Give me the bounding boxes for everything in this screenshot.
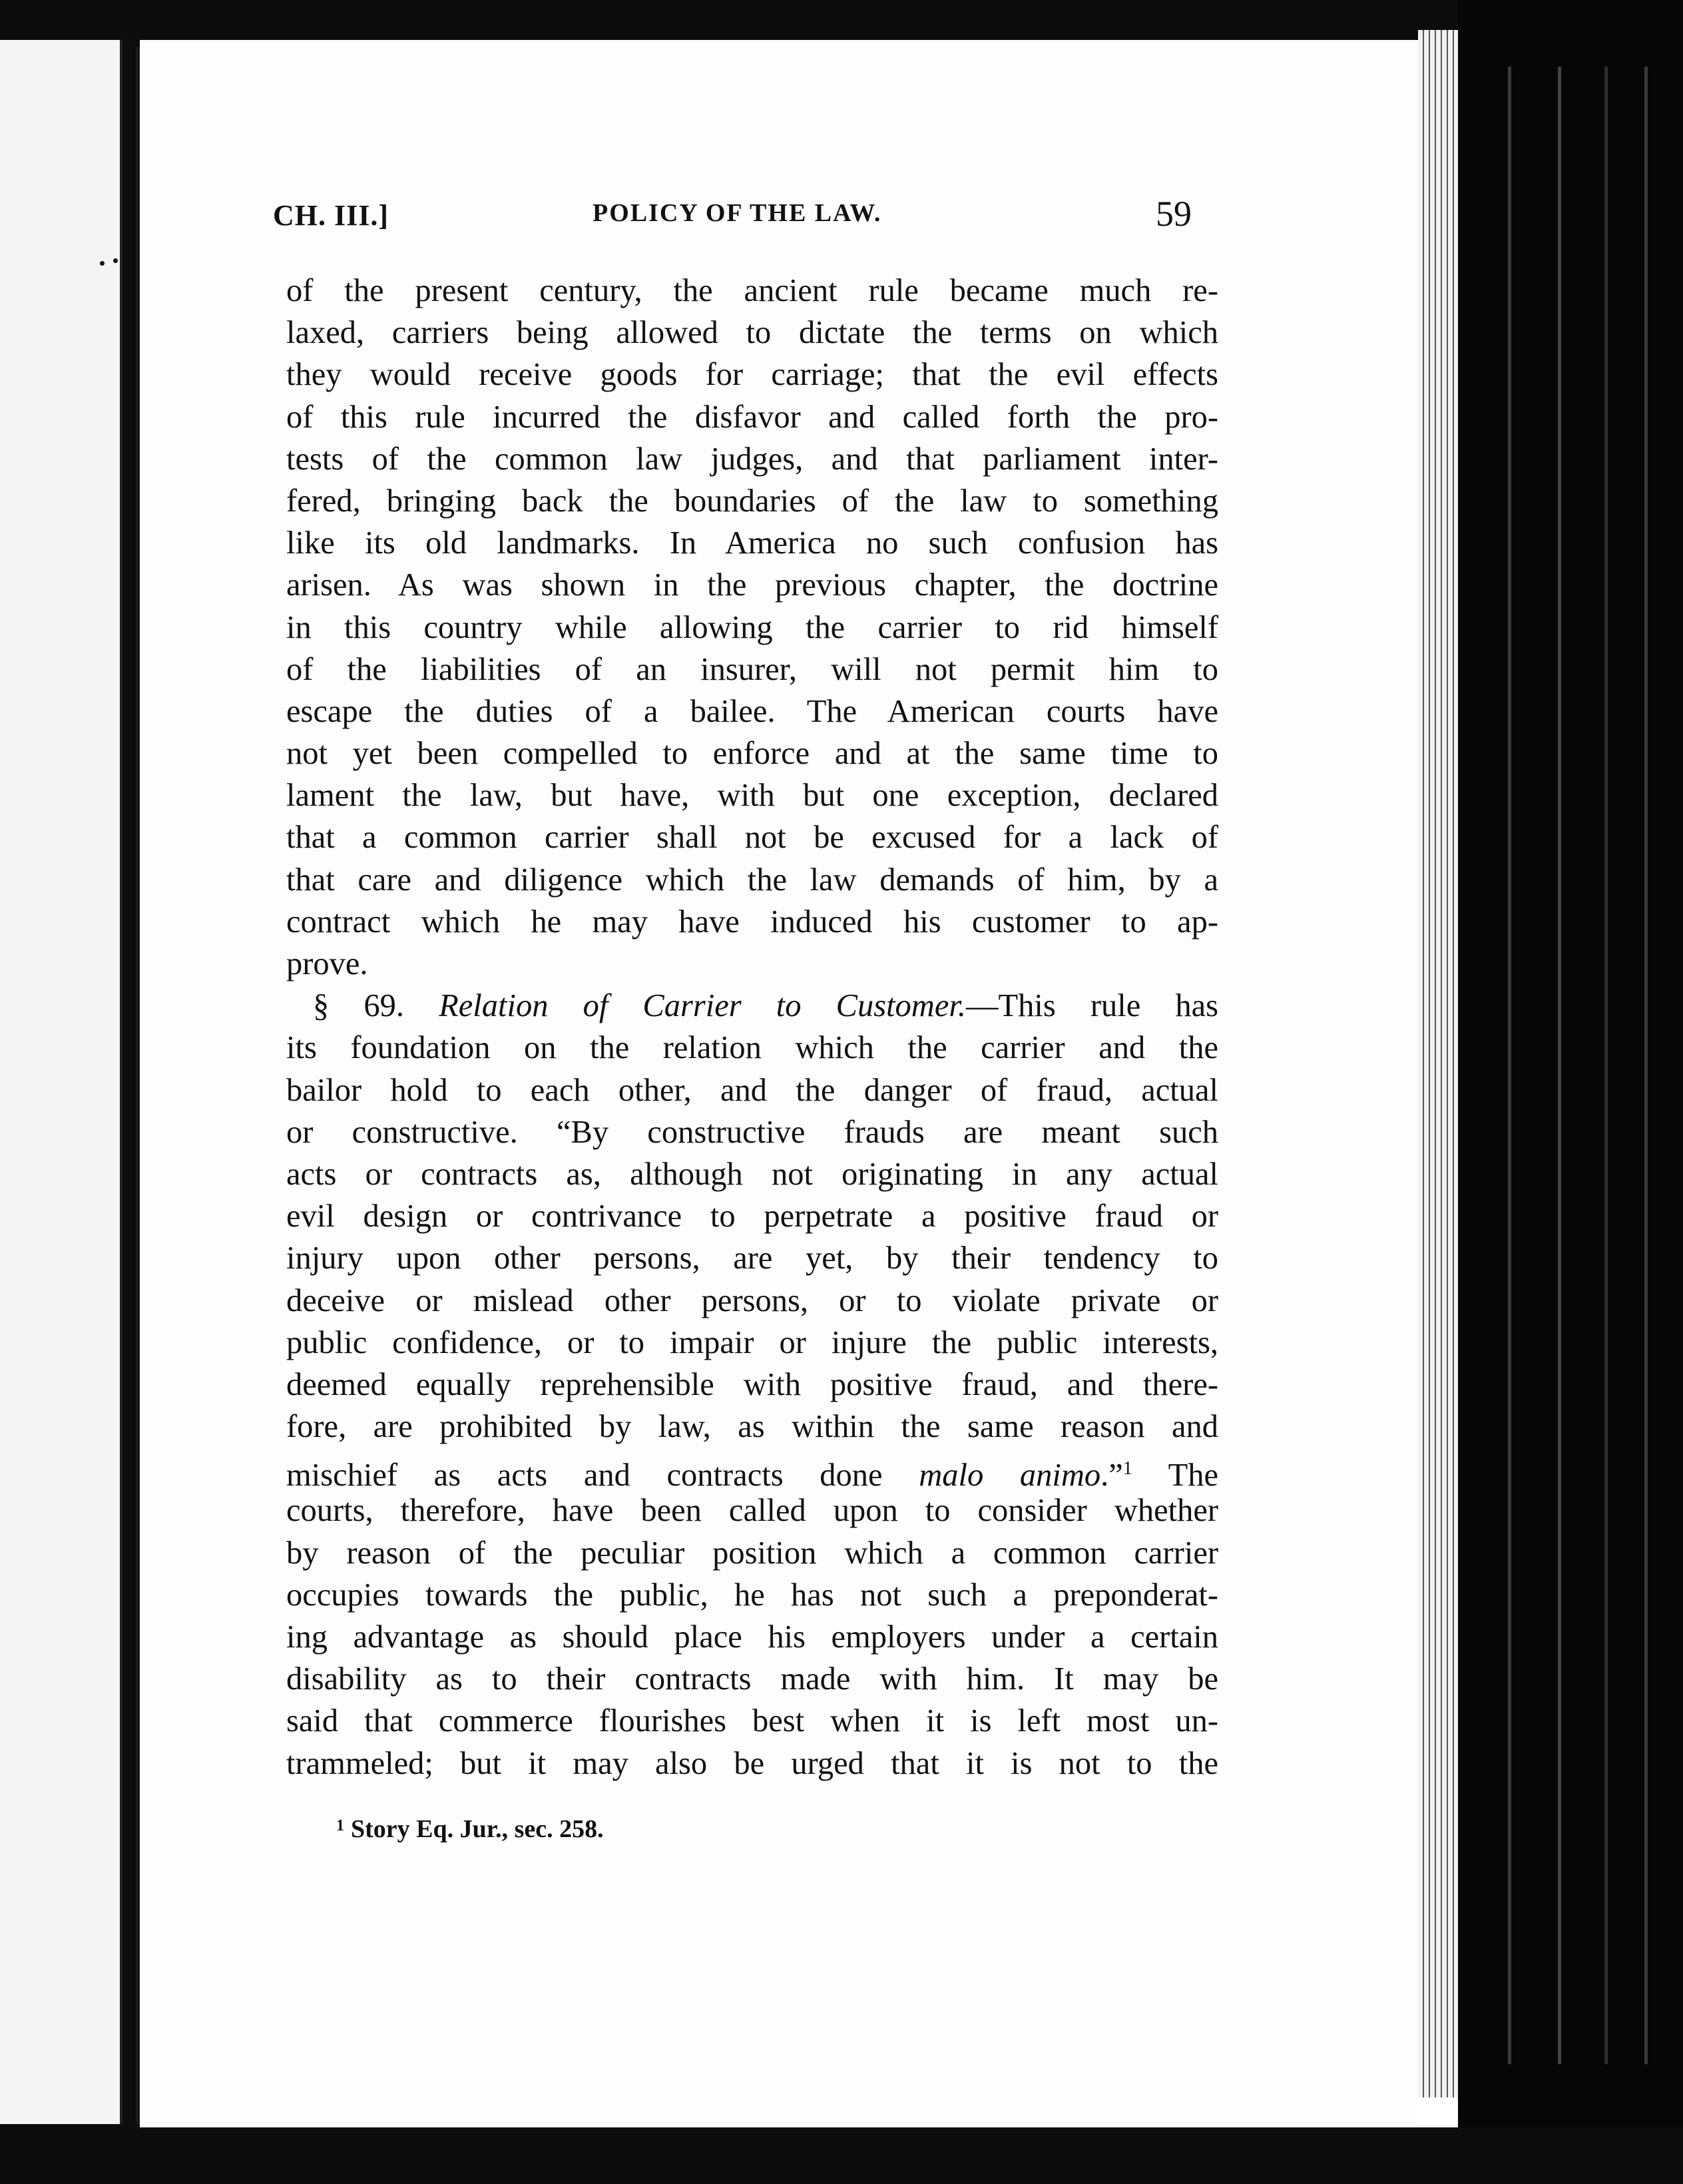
scan-border-bottom <box>0 2127 1683 2184</box>
text-line: acts or contracts as, although not originating in any actual <box>286 1156 1218 1192</box>
page-stack-edges <box>1418 30 1458 2097</box>
margin-specks <box>100 258 120 272</box>
text-line: they would receive goods for carriage; that the evil effects <box>286 357 1218 393</box>
text-line: prove. <box>286 946 368 981</box>
text-line: occupies towards the public, he has not such a preponderat- <box>286 1577 1218 1613</box>
text-line: courts, therefore, have been called upon to consider whether <box>286 1493 1218 1529</box>
latin-phrase-line <box>286 1448 1219 1494</box>
text-line: fore, are prohibited by law, as within the same reason and <box>286 1409 1218 1445</box>
text-line: of this rule incurred the disfavor and called forth the pro- <box>286 399 1218 435</box>
section-number: § 69. <box>313 988 404 1024</box>
section-heading-line <box>286 985 1218 1027</box>
text-line: of the liabilities of an insurer, will not permit him to <box>286 651 1218 687</box>
cover-streak <box>1558 67 1561 2064</box>
footnote-mark: 1 <box>336 1817 344 1834</box>
chapter-reference: CH. III.] <box>273 199 389 232</box>
text-line: that care and diligence which the law demands of him, by a <box>286 862 1218 898</box>
text-line: said that commerce flourishes best when it is left most un- <box>286 1703 1218 1739</box>
text-line: arisen. As was shown in the previous chapter, the doctrine <box>286 567 1218 603</box>
text-line: laxed, carriers being allowed to dictate the terms on which <box>286 315 1218 351</box>
page-number: 59 <box>1156 194 1192 234</box>
text-line: fered, bringing back the boundaries of the law to something <box>286 483 1218 519</box>
book-gutter <box>136 47 140 2124</box>
section-lead-text: —This rule has <box>965 988 1219 1024</box>
text-line: tests of the common law judges, and that parliament inter- <box>286 441 1218 477</box>
book-cover-edge <box>1458 0 1683 2184</box>
latin-phrase: malo animo <box>919 1458 1101 1494</box>
running-title: POLICY OF THE LAW. <box>593 199 882 227</box>
section-heading: Relation of Carrier to Customer. <box>439 988 966 1024</box>
text-line: bailor hold to each other, and the danger of fraud, actual <box>286 1072 1218 1108</box>
text-line: contract which he may have induced his customer to ap- <box>286 904 1218 940</box>
text-line: deemed equally reprehensible with positive fraud, and there- <box>286 1366 1218 1402</box>
footnote-text: Story Eq. Jur., sec. 258. <box>351 1815 604 1843</box>
speck <box>113 258 118 263</box>
footnote <box>336 1814 604 1844</box>
text-line: escape the duties of a bailee. The American courts have <box>286 693 1218 729</box>
closing-quote: .” <box>1100 1458 1123 1494</box>
text-line: by reason of the peculiar position which a common carrier <box>286 1535 1218 1571</box>
text-line: of the present century, the ancient rule became much re- <box>286 273 1218 308</box>
footnote-reference: 1 <box>1122 1458 1132 1480</box>
text-line: its foundation on the relation which the carrier and the <box>286 1030 1218 1066</box>
text-line: like its old landmarks. In America no such confusion has <box>286 525 1218 561</box>
text-line: disability as to their contracts made with him. It may be <box>286 1661 1218 1697</box>
text-line: evil design or contrivance to perpetrate a positive fraud or <box>286 1199 1218 1234</box>
text-line: public confidence, or to impair or injure the public interests, <box>286 1324 1218 1360</box>
text-line: ing advantage as should place his employers under a certain <box>286 1619 1218 1655</box>
text-line: deceive or mislead other persons, or to violate private or <box>286 1282 1218 1318</box>
text-line: injury upon other persons, are yet, by their tendency to <box>286 1240 1218 1276</box>
running-header <box>273 193 1232 246</box>
text-line: lament the law, but have, with but one exception, declared <box>286 778 1218 814</box>
text-line: trammeled; but it may also be urged that it is not to the <box>286 1745 1218 1781</box>
latin-line-start: mischief as acts and contracts done <box>286 1458 883 1494</box>
previous-page-edge <box>0 40 122 2124</box>
speck <box>100 261 105 266</box>
text-line: that a common carrier shall not be excused for a lack of <box>286 820 1218 856</box>
text-line: in this country while allowing the carrier to rid himself <box>286 609 1218 645</box>
text-line: or constructive. “By constructive frauds are meant such <box>286 1114 1218 1150</box>
text-line: not yet been compelled to enforce and at the same time to <box>286 736 1218 772</box>
cover-streak <box>1604 67 1608 2064</box>
cover-streak <box>1644 67 1648 2064</box>
body-text <box>286 270 1218 1784</box>
cover-streak <box>1508 67 1511 2064</box>
latin-line-end: The <box>1168 1458 1219 1494</box>
